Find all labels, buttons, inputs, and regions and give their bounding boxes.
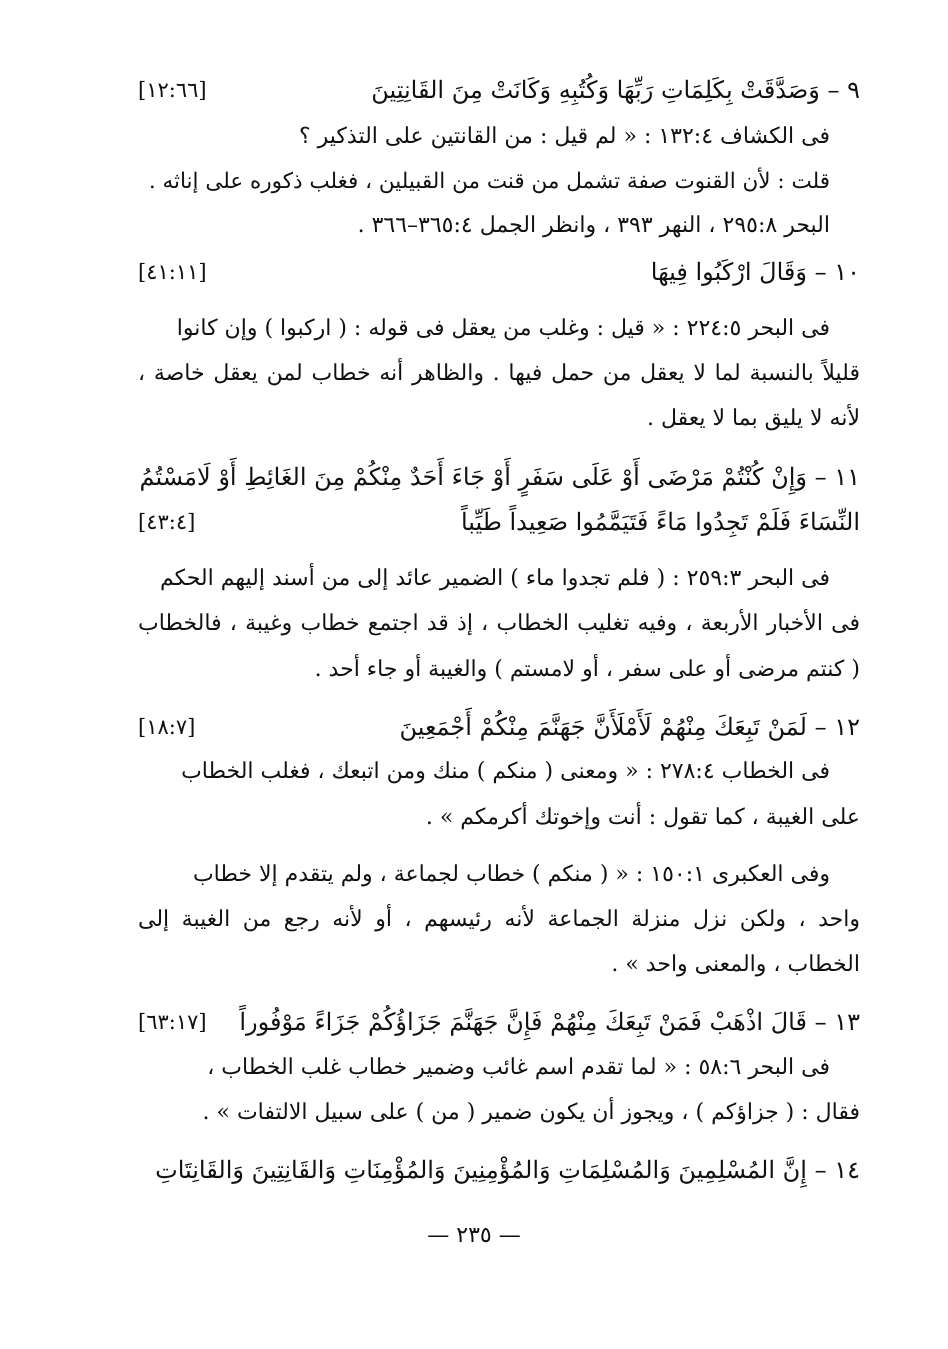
commentary-line: البحر ٢٩٥:٨ ، النهر ٣٩٣ ، وانظر الجمل ٣٦٥:٤–٣٦٦ .: [357, 213, 830, 238]
verse-line-11-continued: [138, 500, 860, 544]
commentary-line: وفى العكبرى ١٥٠:١ : « ( منكم ) خطاب لجماعة ، ولم يتقدم إلا خطاب: [192, 862, 830, 887]
verse-reference: [١٨:٧]: [138, 715, 196, 739]
verse-text: ١١ – وَإِنْ كُنْتُمْ مَرْضَى أَوْ عَلَى سَفَرٍ أَوْ جَاءَ أَحَدٌ مِنْكُمْ مِنَ الغَائِطِ أَوْ لَامَسْتُمُ: [139, 463, 860, 491]
verse-text: ٩ – وَصَدَّقَتْ بِكَلِمَاتِ رَبِّهَا وَكُتُبِهِ وَكَانَتْ مِنَ القَانِتِينَ: [371, 76, 860, 104]
commentary-line: فى البحر ٢٥٩:٣ : ( فلم تجدوا ماء ) الضمير عائد إلى من أسند إليهم الحكم: [159, 566, 830, 591]
commentary-line: لأنه لا يليق بما لا يعقل .: [647, 406, 860, 431]
commentary-line: واحد ، ولكن نزل منزلة الجماعة لأنه رئيسهم ، أو لأنه رجع من الغيبة إلى: [138, 907, 860, 932]
commentary-line: فى البحر ٢٢٤:٥ : « قيل : وغلب من يعقل فى قوله : ( اركبوا ) وإن كانوا: [176, 316, 830, 341]
commentary-line: فى البحر ٥٨:٦ : « لما تقدم اسم غائب وضمير خطاب غلب الخطاب ،: [207, 1055, 830, 1080]
commentary-line: فى الكشاف ١٣٢:٤ : « لم قيل : من القانتين على التذكير ؟: [298, 124, 830, 149]
verse-text: ١٢ – لَمَنْ تَبِعَكَ مِنْهُمْ لَأَمْلَأَنَّ جَهَنَّمَ مِنْكُمْ أَجْمَعِينَ: [399, 713, 860, 741]
verse-reference: [٤٣:٤]: [138, 510, 196, 534]
verse-reference: [٤١:١١]: [138, 260, 207, 284]
verse-text: ١٤ – إِنَّ المُسْلِمِينَ وَالمُسْلِمَاتِ وَالمُؤْمِنِينَ وَالمُؤْمِنَاتِ وَالقَانِتِينَ وَالقَانِتَاتِ: [155, 1156, 860, 1184]
commentary-line: قليلاً بالنسبة لما لا يعقل من حمل فيها . والظاهر أنه خطاب لمن يعقل خاصة ،: [138, 361, 860, 386]
verse-line-9: [138, 68, 860, 112]
verse-line-14: [138, 1148, 860, 1192]
verse-text: ١٠ – وَقَالَ ارْكَبُوا فِيهَا: [650, 258, 860, 286]
commentary-line: فى الأخبار الأربعة ، وفيه تغليب الخطاب ، إذ قد اجتمع خطاب وغيبة ، فالخطاب: [138, 611, 860, 636]
commentary-line: ( كنتم مرضى أو على سفر ، أو لامستم ) والغيبة أو جاء أحد .: [314, 657, 860, 682]
commentary-line: فى الخطاب ٢٧٨:٤ : « ومعنى ( منكم ) منك ومن اتبعك ، فغلب الخطاب: [181, 759, 830, 784]
commentary-line: الخطاب ، والمعنى واحد » .: [611, 952, 860, 977]
verse-line-12: [138, 705, 860, 749]
commentary-line: على الغيبة ، كما تقول : أنت وإخوتك أكرمكم » .: [425, 805, 860, 830]
commentary-line: قلت : لأن القنوت صفة تشمل من قنت من القبيلين ، فغلب ذكوره على إناثه .: [148, 169, 830, 194]
page-number: — ٢٣٥ —: [427, 1223, 521, 1248]
verse-line-11: [138, 455, 860, 499]
verse-text: ١٣ – قَالَ اذْهَبْ فَمَنْ تَبِعَكَ مِنْهُمْ فَإِنَّ جَهَنَّمَ جَزَاؤُكُمْ جَزَاءً مَوْفُوراً: [239, 1008, 860, 1036]
verse-text: النِّسَاءَ فَلَمْ تَجِدُوا مَاءً فَتَيَمَّمُوا صَعِيداً طَيِّباً: [460, 508, 860, 536]
verse-line-13: [138, 1000, 860, 1044]
verse-reference: [٦٣:١٧]: [138, 1010, 207, 1034]
commentary-line: فقال : ( جزاؤكم ) ، ويجوز أن يكون ضمير ( من ) على سبيل الالتفات » .: [202, 1100, 860, 1125]
verse-line-10: [138, 250, 860, 294]
verse-reference: [١٢:٦٦]: [138, 78, 207, 102]
